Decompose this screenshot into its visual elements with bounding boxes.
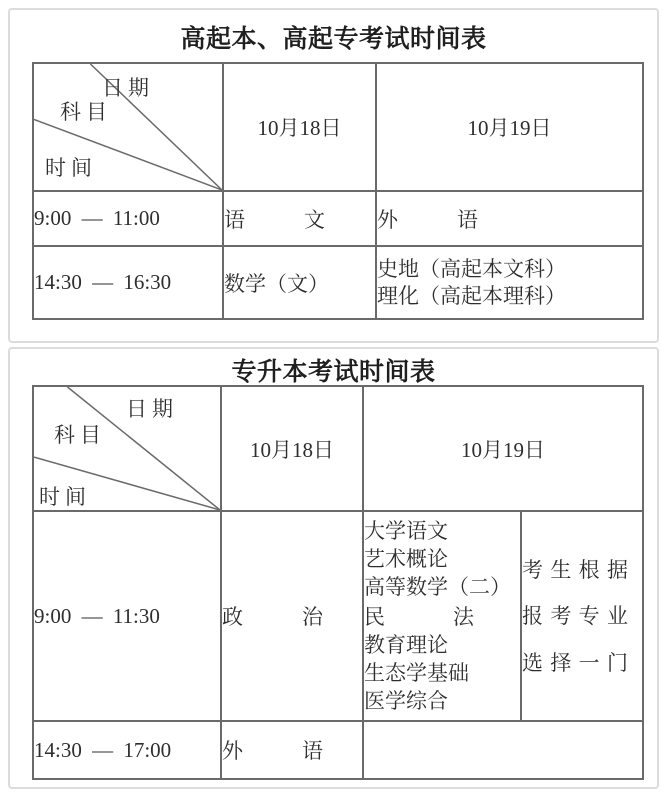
subject-item: 大学语文 (364, 518, 448, 543)
note-line: 报 考 专 业 (522, 604, 628, 629)
card-zhuanshengben-timetable (8, 347, 659, 789)
table2-row-afternoon (33, 721, 643, 779)
elective-note-cell (521, 511, 643, 721)
table2-date-oct19: 10月19日 (363, 386, 643, 511)
table2 (32, 385, 644, 780)
table2-title: 专升本考试时间表 (231, 359, 436, 386)
table1-corner-cell (33, 63, 223, 191)
table1-date-oct19: 10月19日 (376, 63, 643, 191)
subject-item: 艺术概论 (364, 546, 448, 571)
table1-row-morning (33, 191, 643, 246)
subject-cell (221, 511, 363, 721)
subject-item: 教育理论 (364, 633, 448, 658)
subject-yuwen: 语 文 (224, 207, 325, 232)
note-line: 选 择 一 门 (522, 651, 628, 676)
time-slot: 9:00 — 11:30 (33, 511, 221, 721)
corner-label-time: 时间 (45, 156, 97, 180)
corner-label-date: 日期 (102, 76, 154, 100)
time-slot: 14:30 — 17:00 (33, 721, 221, 779)
table2-date-oct18: 10月18日 (221, 386, 363, 511)
subject-waiyu: 外 语 (377, 207, 478, 232)
table1 (32, 62, 644, 320)
table1-title: 高起本、高起专考试时间表 (180, 26, 487, 53)
table2-header-row (33, 386, 643, 511)
subject-cell (221, 721, 363, 779)
table2-row-morning (33, 511, 643, 721)
time-slot: 14:30 — 16:30 (33, 246, 223, 319)
corner-label-subject: 科目 (60, 100, 112, 124)
subject-item: 民 法 (364, 605, 474, 630)
subject-item: 医学综合 (364, 689, 448, 714)
table1-date-oct18: 10月18日 (223, 63, 376, 191)
subject-item: 高等数学（二） (364, 574, 511, 599)
corner-label-date: 日期 (126, 397, 178, 421)
card-gaoqiben-timetable (8, 8, 659, 343)
subject-shidi: 史地（高起本文科） (377, 256, 566, 281)
subject-waiyu: 外 语 (222, 739, 323, 763)
note-line: 考 生 根 据 (522, 557, 628, 582)
corner-label-time: 时间 (39, 485, 91, 509)
elective-subjects-cell (363, 511, 521, 721)
subject-cell (223, 191, 376, 246)
subject-lihua: 理化（高起本理科） (377, 283, 566, 308)
table1-row-afternoon (33, 246, 643, 319)
table2-corner-cell (33, 386, 221, 511)
time-slot: 9:00 — 11:00 (33, 191, 223, 246)
subject-item: 生态学基础 (364, 661, 469, 686)
subject-cell (376, 191, 643, 246)
subject-zhengzhi: 政 治 (222, 605, 323, 629)
empty-cell (363, 721, 643, 779)
subject-math: 数学（文） (223, 246, 376, 319)
subject-cell (376, 246, 643, 319)
corner-label-subject: 科目 (54, 423, 106, 447)
table1-header-row (33, 63, 643, 191)
